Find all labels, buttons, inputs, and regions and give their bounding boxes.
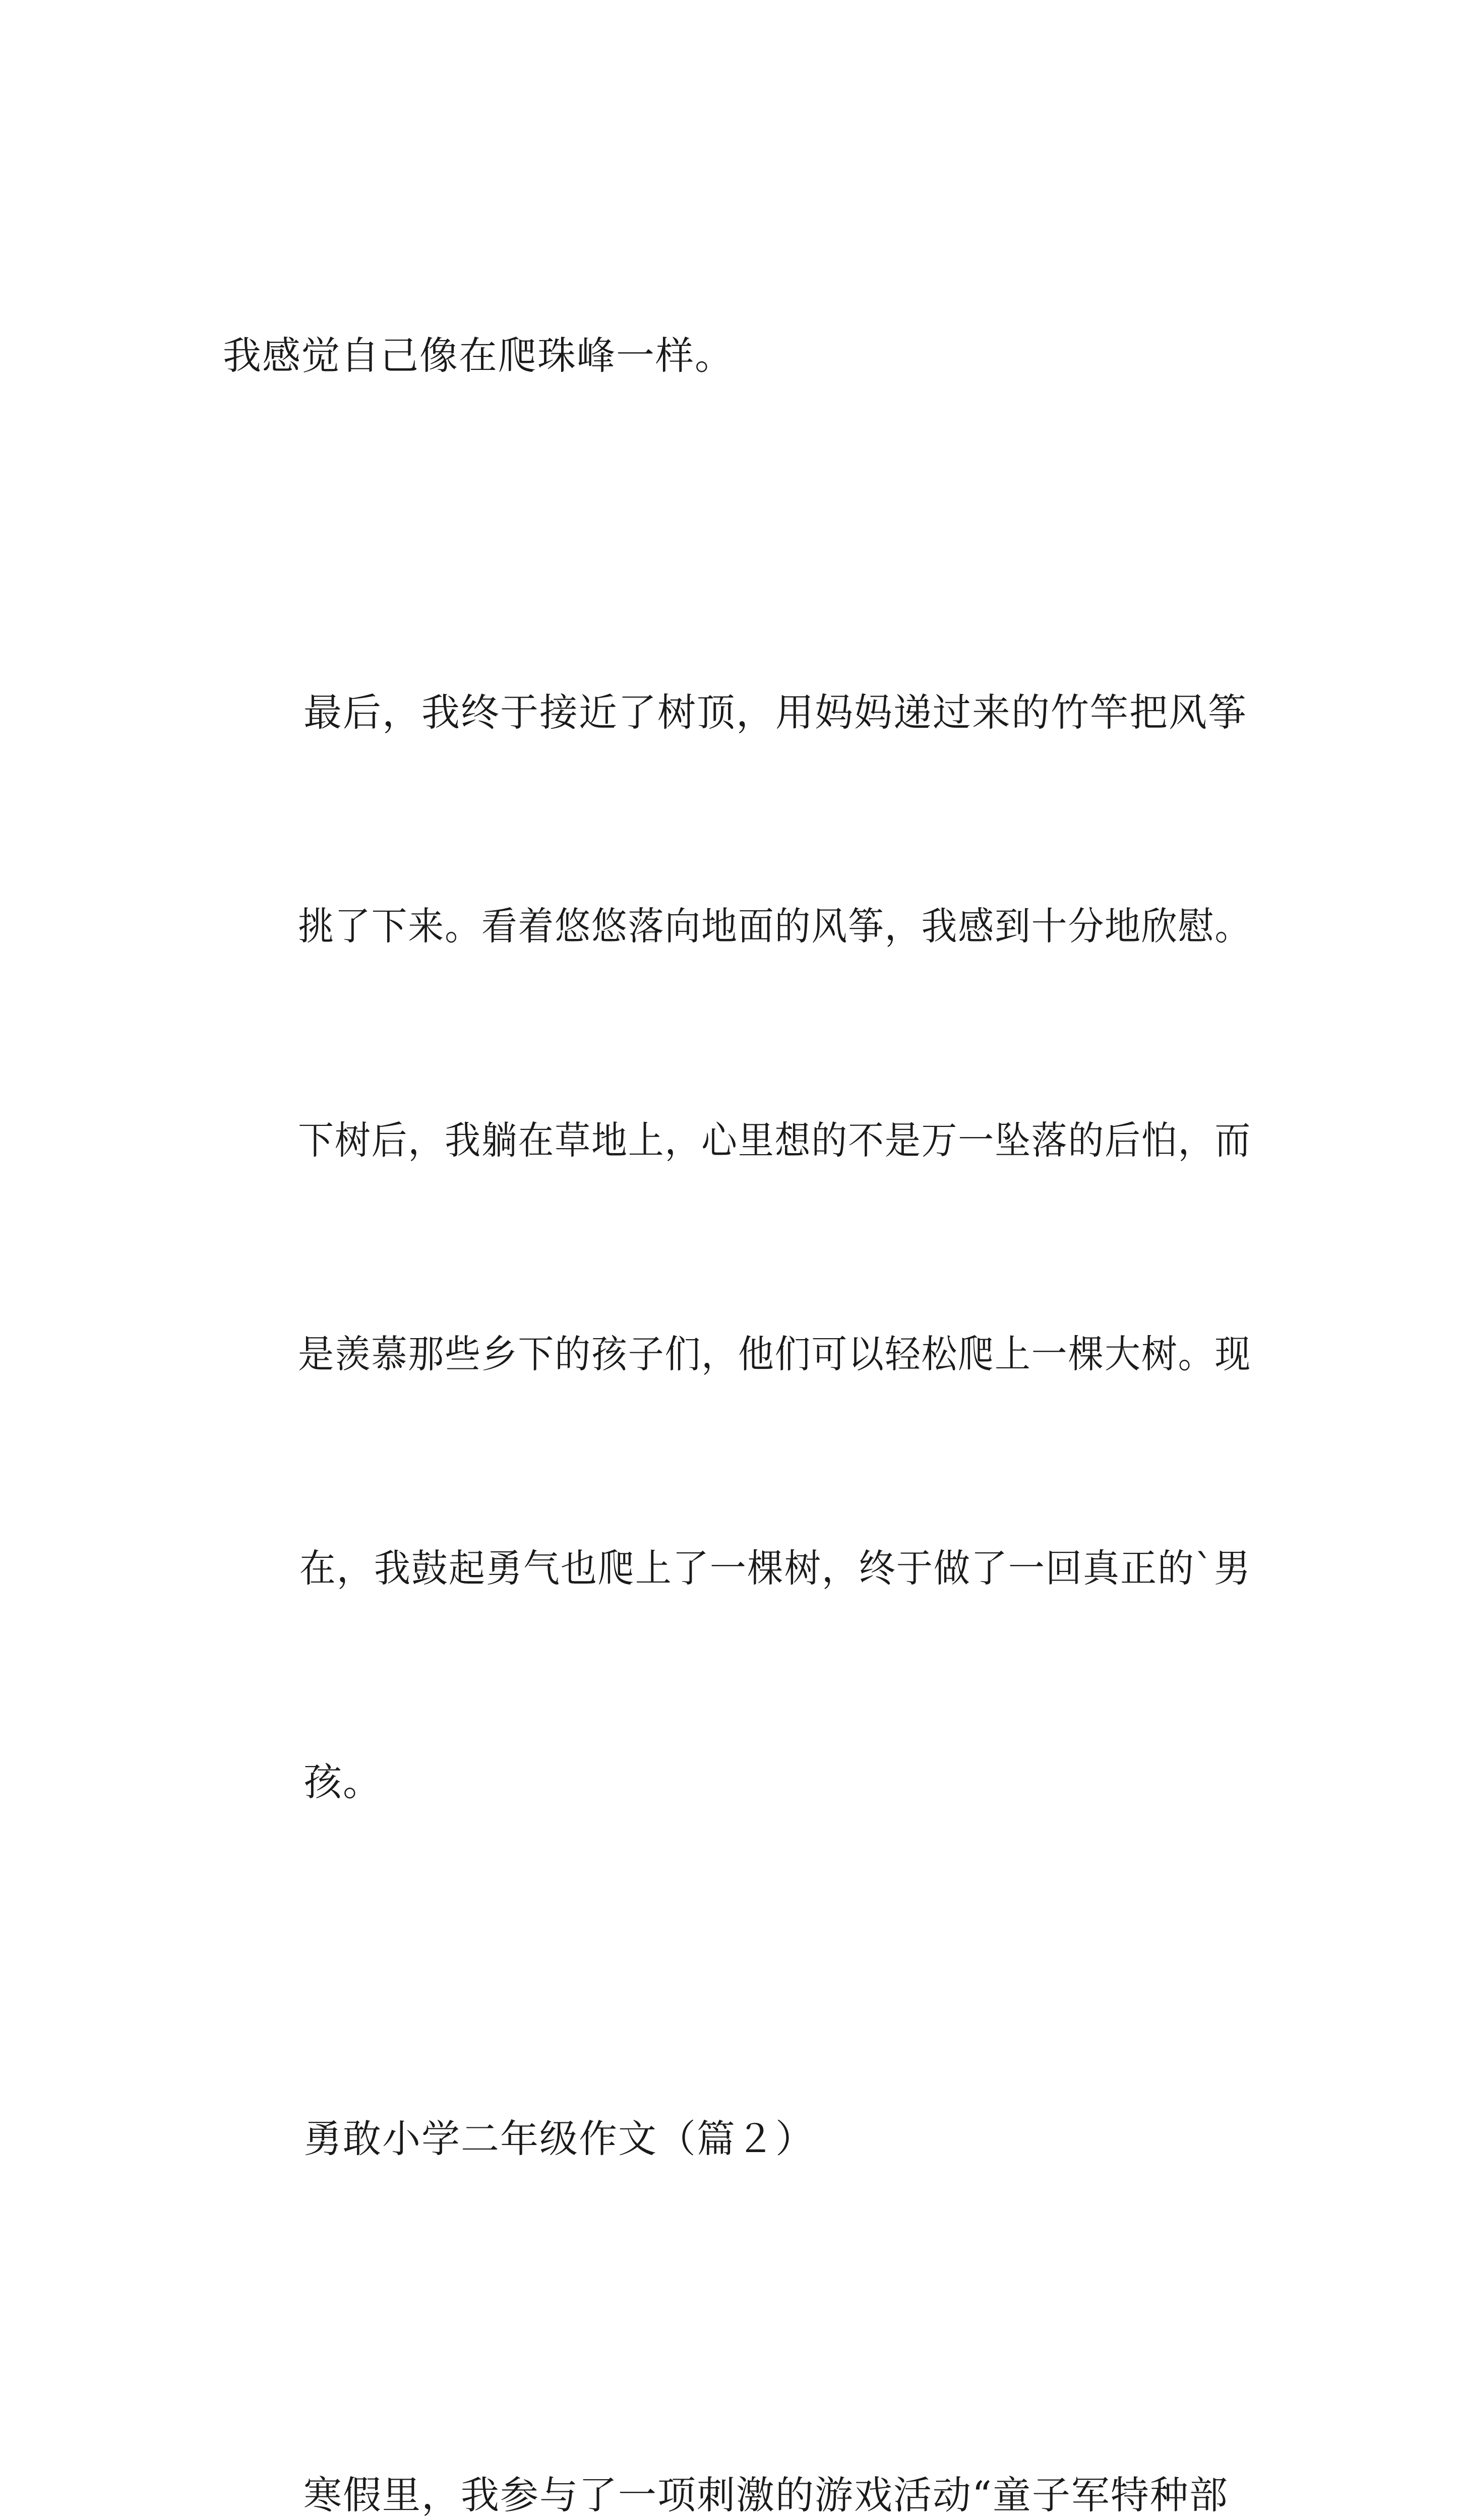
paragraph-game xyxy=(223,2317,1251,2520)
text-line: 在，我鼓起勇气也爬上了一棵树，终于做了一回真正的`男 xyxy=(299,1545,1251,1591)
text-line: 是羡慕那些乡下的孩子们，他们可以轻松爬上一棵大树。现 xyxy=(298,1332,1252,1376)
section-heading xyxy=(223,1961,1251,2317)
paragraph-kite xyxy=(223,534,1251,1961)
text-line: 挑了下来。看着悠悠落向地面的风筝，我感到十分地欣慰。 xyxy=(298,904,1252,949)
text-line: 寒假里，我参与了一项刺激的游戏活动“童子军特种部 xyxy=(303,2473,1229,2517)
document-body xyxy=(223,177,1251,2520)
heading-line: 勇敢小学二年级作文（篇２） xyxy=(303,2116,815,2161)
paragraph-continuation xyxy=(223,177,1251,534)
text-line: 我感觉自己像在爬珠峰一样。 xyxy=(223,333,734,378)
text-line: 下树后，我躺在草地上，心里想的不是万一坠落的后怕，而 xyxy=(298,1117,1252,1163)
text-line: 最后，我终于接近了树顶，用妈妈递过来的竹竿把风筝 xyxy=(303,689,1247,735)
text-line: 孩。 xyxy=(303,1759,382,1804)
